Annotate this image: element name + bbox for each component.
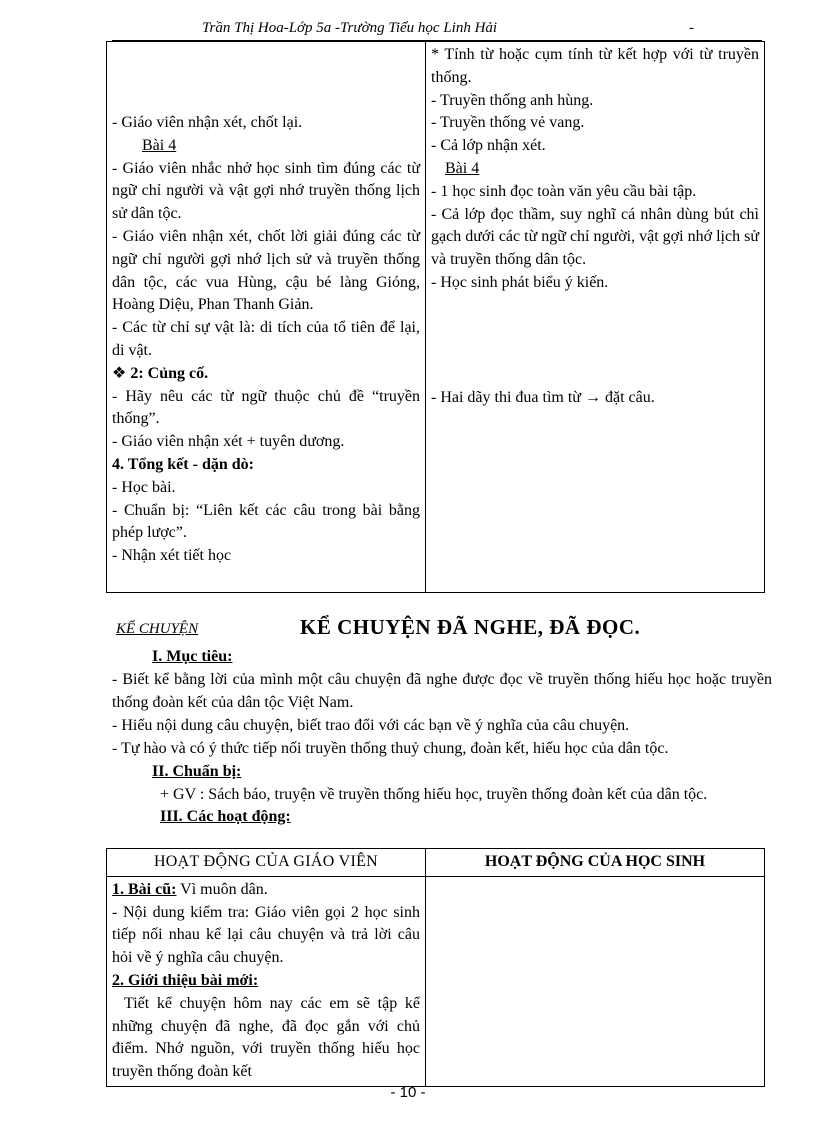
prep-item: + GV : Sách báo, truyện về truyền thống hiếu học, truyền thống đoàn kết của dân tộc. <box>160 786 708 803</box>
teacher-line: - Giáo viên nhắc nhở học sinh tìm đúng các từ ngữ chỉ người và vật gợi nhớ truyền thống lịch sử dân tộc. <box>112 159 420 223</box>
student-line: - Hai dãy thi đua tìm từ → đặt câu. <box>431 388 655 406</box>
section-heading: 2: Củng cố. <box>130 364 209 382</box>
goal-item: - Biết kể bằng lời của mình một câu chuyện đã nghe được đọc về truyền thống hiếu học hoặc truyền thống đoàn kết của dân tộc Việt Nam. <box>112 671 772 711</box>
teacher-line: - Giáo viên nhận xét + tuyên dương. <box>112 433 345 451</box>
student-column-header: HOẠT ĐỘNG CỦA HỌC SINH <box>426 849 765 877</box>
activities-heading: III. Các hoạt động: <box>160 808 291 825</box>
page-header <box>112 18 762 41</box>
activities-table <box>106 848 765 1087</box>
teacher-line: - Các từ chỉ sự vật là: di tích của tổ tiên để lại, di vật. <box>112 319 420 359</box>
section-heading: 1. Bài cũ: <box>112 880 177 898</box>
student-line: - Truyền thống vẻ vang. <box>431 114 585 132</box>
header-dash: - <box>689 20 694 36</box>
teacher-line: - Giáo viên nhận xét, chốt lại. <box>112 114 303 131</box>
student-column <box>426 876 765 1086</box>
page-number: - 10 - <box>390 1084 426 1101</box>
student-line: - Cả lớp đọc thầm, suy nghĩ cá nhân dùng bút chì gạch dưới các từ ngữ chỉ người, vật gợi nhớ lịch sử và truyền thống dân tộc. <box>431 205 759 269</box>
section-heading: 4. Tổng kết - dặn dò: <box>112 455 254 473</box>
teacher-column <box>107 876 426 1086</box>
goal-item: - Hiểu nội dung câu chuyện, biết trao đổi với các bạn về ý nghĩa của câu chuyện. <box>112 717 630 734</box>
prep-heading: II. Chuẩn bị: <box>152 763 242 780</box>
teacher-line: - Hãy nêu các từ ngữ thuộc chủ đề “truyền thống”. <box>112 387 420 428</box>
goal-item: - Tự hào và có ý thức tiếp nối truyền thống thuỷ chung, đoàn kết, hiếu học của dân tộc. <box>112 740 669 757</box>
diamond-bullet-icon: ❖ <box>112 364 131 382</box>
exercise-heading: Bài 4 <box>445 159 480 177</box>
teacher-line: Tiết kể chuyện hôm nay các em sẽ tập kể những chuyện đã nghe, đã đọc gắn với chủ điểm. Nhớ nguồn, với truyền thống hiếu học truyền thống đoàn kết <box>112 994 420 1081</box>
student-line: - Học sinh phát biểu ý kiến. <box>431 273 609 291</box>
section-text: Vì muôn dân. <box>176 880 268 898</box>
teacher-line: - Chuẩn bị: “Liên kết các câu trong bài bằng phép lược”. <box>112 501 420 542</box>
teacher-line: - Nhận xét tiết học <box>112 547 232 565</box>
teacher-column <box>107 42 426 593</box>
teacher-column-header: HOẠT ĐỘNG CỦA GIÁO VIÊN <box>107 849 426 877</box>
section-heading: 2. Giới thiệu bài mới: <box>112 971 259 989</box>
teacher-line: - Giáo viên nhận xét, chốt lời giải đúng các từ ngữ chỉ người gợi nhớ lịch sử và truyền thống dân tộc, các vua Hùng, cậu bé làng Gióng, Hoàng Diệu, Phan Thanh Giản. <box>112 227 420 314</box>
student-line: * Tính từ hoặc cụm tính từ kết hợp với từ truyền thống. <box>431 46 759 86</box>
student-line: - Cả lớp nhận xét. <box>431 137 546 155</box>
teacher-line: - Nội dung kiểm tra: Giáo viên gọi 2 học sinh tiếp nối nhau kể lại câu chuyện và trả lời câu hỏi về ý nghĩa câu chuyện. <box>112 903 420 967</box>
student-column <box>426 42 765 593</box>
lesson-title: KỂ CHUYỆN ĐÃ NGHE, ĐÃ ĐỌC. <box>300 615 641 639</box>
header-title: Trần Thị Hoa-Lớp 5a -Trường Tiểu học Linh Hải <box>202 20 498 36</box>
teacher-line: - Học bài. <box>112 478 176 496</box>
lesson-table-top <box>106 41 765 593</box>
goals-heading: I. Mục tiêu: <box>152 648 233 665</box>
student-line: - Truyền thống anh hùng. <box>431 91 594 109</box>
goals-section <box>112 645 772 828</box>
subject-label: KỂ CHUYỆN <box>116 621 199 637</box>
student-line: - 1 học sinh đọc toàn văn yêu cầu bài tập. <box>431 182 697 200</box>
exercise-heading: Bài 4 <box>142 136 177 154</box>
